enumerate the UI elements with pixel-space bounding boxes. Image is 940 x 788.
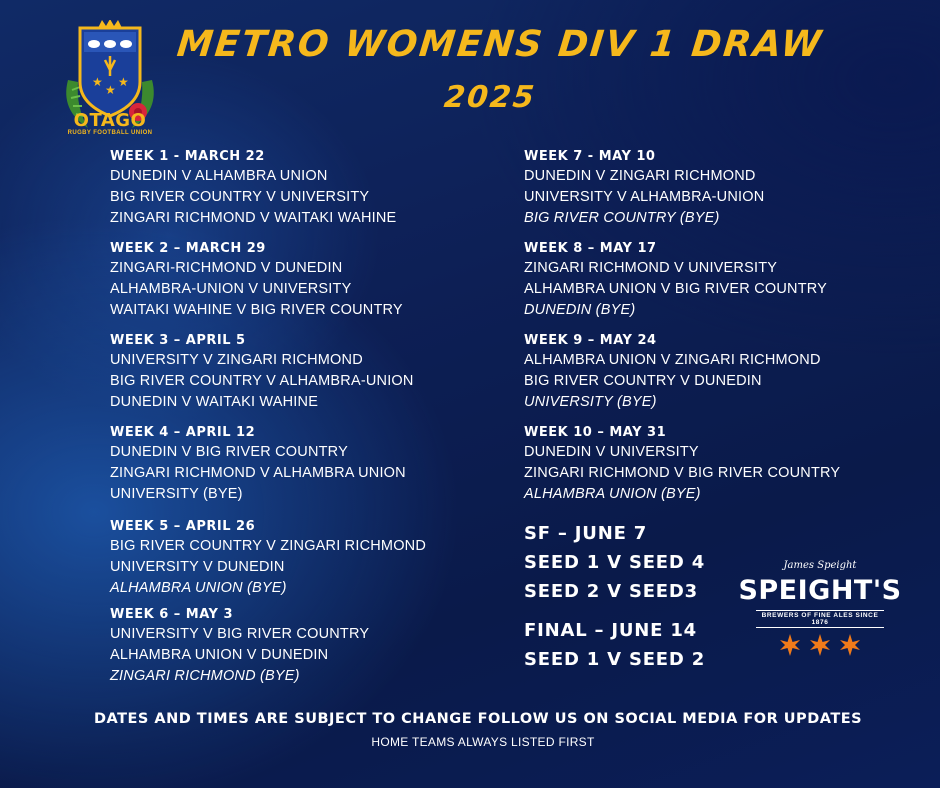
- match-line: ZINGARI RICHMOND V WAITAKI WAHINE: [110, 210, 397, 226]
- svg-text:★: ★: [92, 75, 103, 89]
- semifinal-heading: SF – JUNE 7: [524, 523, 648, 544]
- match-line: DUNEDIN V ZINGARI RICHMOND: [524, 168, 756, 184]
- match-line: ALHAMBRA UNION V BIG RIVER COUNTRY: [524, 281, 828, 297]
- match-line: ZINGARI RICHMOND V UNIVERSITY: [524, 260, 778, 276]
- week-heading: WEEK 9 – MAY 24: [524, 333, 657, 348]
- week-heading: WEEK 2 – MARCH 29: [110, 241, 266, 256]
- finals-section: [524, 519, 705, 674]
- week-8-block: [524, 239, 904, 331]
- sponsor-tagline: BREWERS OF FINE ALES SINCE 1876: [756, 610, 884, 628]
- week-9-block: [524, 331, 904, 423]
- bye-line: ALHAMBRA UNION (BYE): [110, 580, 287, 596]
- match-line: UNIVERSITY (BYE): [110, 486, 243, 502]
- svg-text:★: ★: [118, 75, 129, 89]
- match-line: DUNEDIN V UNIVERSITY: [524, 444, 699, 460]
- match-line: BIG RIVER COUNTRY V DUNEDIN: [524, 373, 762, 389]
- fixtures-left-column: [110, 147, 490, 687]
- match-line: BIG RIVER COUNTRY V UNIVERSITY: [110, 189, 370, 205]
- spacer: [524, 606, 705, 616]
- bye-line: DUNEDIN (BYE): [524, 302, 636, 318]
- week-5-block: [110, 517, 490, 605]
- week-2-block: [110, 239, 490, 331]
- bye-line: UNIVERSITY (BYE): [524, 394, 657, 410]
- week-7-block: [524, 147, 904, 239]
- match-line: UNIVERSITY V ZINGARI RICHMOND: [110, 352, 363, 368]
- week-3-block: [110, 331, 490, 423]
- match-line: WAITAKI WAHINE V BIG RIVER COUNTRY: [110, 302, 403, 318]
- week-heading: WEEK 6 – MAY 3: [110, 607, 234, 622]
- bye-line: ALHAMBRA UNION (BYE): [524, 486, 701, 502]
- final-match: SEED 1 V SEED 2: [524, 649, 706, 670]
- match-line: ALHAMBRA UNION V ZINGARI RICHMOND: [524, 352, 821, 368]
- week-heading: WEEK 1 - MARCH 22: [110, 149, 265, 164]
- otago-wordmark: [62, 112, 158, 136]
- match-line: DUNEDIN V WAITAKI WAHINE: [110, 394, 319, 410]
- bye-line: ZINGARI RICHMOND (BYE): [110, 668, 300, 684]
- week-heading: WEEK 7 - MAY 10: [524, 149, 656, 164]
- sponsor-signature: James Speight: [783, 560, 857, 571]
- match-line: UNIVERSITY V DUNEDIN: [110, 559, 285, 575]
- logo-subtitle: RUGBY FOOTBALL UNION: [67, 130, 153, 136]
- week-heading: WEEK 3 – APRIL 5: [110, 333, 246, 348]
- bye-line: BIG RIVER COUNTRY (BYE): [524, 210, 720, 226]
- sponsor-stars-icon: [738, 632, 902, 658]
- footer-note: HOME TEAMS ALWAYS LISTED FIRST: [371, 735, 595, 749]
- match-line: ZINGARI RICHMOND V ALHAMBRA UNION: [110, 465, 406, 481]
- match-line: BIG RIVER COUNTRY V ALHAMBRA-UNION: [110, 373, 414, 389]
- match-line: DUNEDIN V BIG RIVER COUNTRY: [110, 444, 348, 460]
- match-line: UNIVERSITY V BIG RIVER COUNTRY: [110, 626, 370, 642]
- match-line: ALHAMBRA-UNION V UNIVERSITY: [110, 281, 352, 297]
- week-6-block: [110, 605, 490, 687]
- logo-name: OTAGO: [73, 110, 147, 131]
- semifinal-match-1: SEED 1 V SEED 4: [524, 552, 706, 573]
- footer-notice: DATES AND TIMES ARE SUBJECT TO CHANGE FOLLOW US ON SOCIAL MEDIA FOR UPDATES: [93, 711, 863, 727]
- match-line: BIG RIVER COUNTRY V ZINGARI RICHMOND: [110, 538, 427, 554]
- sponsor-name: SPEIGHT'S: [738, 575, 902, 606]
- svg-text:★: ★: [105, 83, 116, 97]
- speights-sponsor-logo: [738, 560, 902, 658]
- week-heading: WEEK 8 – MAY 17: [524, 241, 657, 256]
- week-heading: WEEK 4 – APRIL 12: [110, 425, 256, 440]
- match-line: ALHAMBRA UNION V DUNEDIN: [110, 647, 329, 663]
- match-line: ZINGARI RICHMOND V BIG RIVER COUNTRY: [524, 465, 841, 481]
- week-10-block: [524, 423, 904, 505]
- week-1-block: [110, 147, 490, 239]
- match-line: ZINGARI-RICHMOND V DUNEDIN: [110, 260, 343, 276]
- semifinal-match-2: SEED 2 V SEED3: [524, 581, 698, 602]
- match-line: DUNEDIN V ALHAMBRA UNION: [110, 168, 328, 184]
- season-year: 2025: [442, 80, 538, 115]
- fixtures-right-column: [524, 147, 904, 505]
- page-title: METRO WOMENS DIV 1 DRAW: [175, 24, 825, 65]
- final-heading: FINAL – JUNE 14: [524, 620, 697, 641]
- week-heading: WEEK 10 – MAY 31: [524, 425, 667, 440]
- week-4-block: [110, 423, 490, 517]
- match-line: UNIVERSITY V ALHAMBRA-UNION: [524, 189, 765, 205]
- week-heading: WEEK 5 – APRIL 26: [110, 519, 256, 534]
